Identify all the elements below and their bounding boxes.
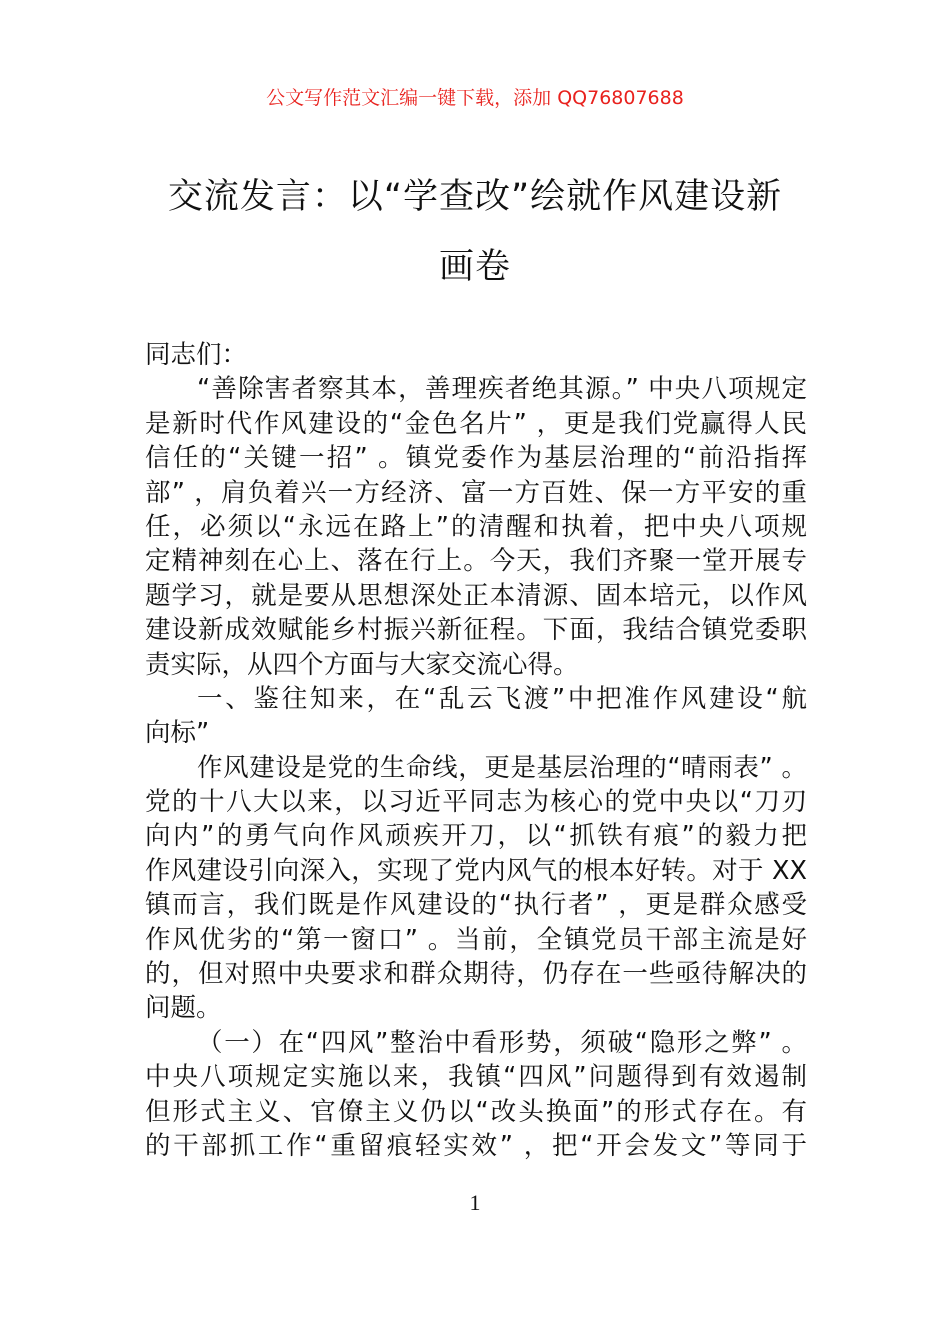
salutation: 同志们： xyxy=(145,340,248,370)
paragraph-line: 责实际，从四个方面与大家交流心得。 xyxy=(145,649,579,680)
subsection-paragraph-line: （一）在“四风”整治中看形势，须破“隐形之弊” 。 xyxy=(197,1027,807,1058)
document-title-line-2: 画卷 xyxy=(438,247,511,287)
paragraph-line: 部” ，肩负着兴一方经济、富一方百姓、保一方平安的重 xyxy=(145,477,807,508)
paragraph-line: 定精神刻在心上、落在行上。今天，我们齐聚一堂开展专 xyxy=(145,546,807,577)
paragraph-line: 是新时代作风建设的“金色名片” ，更是我们党赢得人民 xyxy=(145,408,807,439)
paragraph-line: 建设新成效赋能乡村振兴新征程。下面，我结合镇党委职 xyxy=(145,615,807,646)
paragraph-line: 党的十八大以来，以习近平同志为核心的党中央以“刀刃 xyxy=(145,787,807,818)
paragraph-line: 但形式主义、官僚主义仍以“改头换面”的形式存在。有 xyxy=(145,1096,807,1127)
paragraph-line: 任，必须以“永远在路上”的清醒和执着，把中央八项规 xyxy=(145,511,807,542)
paragraph-line: 作风建设是党的生命线，更是基层治理的“晴雨表” 。 xyxy=(197,752,807,783)
document-body xyxy=(145,338,807,1163)
paragraph-line: 的干部抓工作“重留痕轻实效” ，把“开会发文”等同于 xyxy=(145,1130,807,1161)
paragraph-line: 中央八项规定实施以来，我镇“四风”问题得到有效遏制 xyxy=(145,1062,807,1093)
download-promo-banner: 公文写作范文汇编一键下载，添加 QQ76807688 xyxy=(266,87,684,109)
paragraph-line: 问题。 xyxy=(145,993,222,1024)
section-heading-line: 向标” xyxy=(145,718,210,749)
paragraph-line: 信任的“关键一招” 。镇党委作为基层治理的“前沿指挥 xyxy=(145,443,807,474)
paragraph-line: 题学习，就是要从思想深处正本清源、固本培元，以作风 xyxy=(145,580,807,611)
page-number: 1 xyxy=(469,1190,481,1215)
paragraph-line: 的，但对照中央要求和群众期待，仍存在一些亟待解决的 xyxy=(145,959,807,990)
section-heading-line: 一、鉴往知来，在“乱云飞渡”中把准作风建设“航 xyxy=(197,683,807,714)
paragraph-line: “善除害者察其本，善理疾者绝其源。” 中央八项规定 xyxy=(197,374,807,405)
paragraph-line: 作风建设引向深入，实现了党内风气的根本好转。对于 XX xyxy=(145,855,807,886)
document-title-line-1: 交流发言：以“学查改”绘就作风建设新 xyxy=(167,177,783,217)
paragraph-line: 镇而言，我们既是作风建设的“执行者” ，更是群众感受 xyxy=(145,890,807,921)
paragraph-line: 向内”的勇气向作风顽疾开刀，以“抓铁有痕”的毅力把 xyxy=(145,821,807,852)
paragraph-line: 作风优劣的“第一窗口” 。当前，全镇党员干部主流是好 xyxy=(145,924,807,955)
